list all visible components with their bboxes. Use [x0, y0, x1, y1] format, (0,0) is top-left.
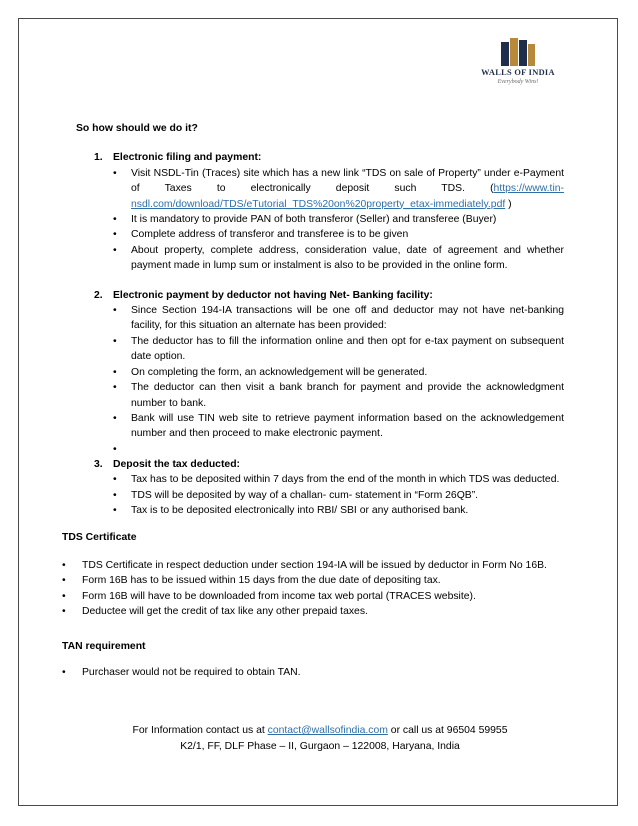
- bullet-icon: •: [113, 382, 117, 394]
- tan-heading: TAN requirement: [62, 641, 146, 653]
- list-item: • TDS will be deposited by way of a challan- cum- statement in “Form 26QB”.: [113, 488, 564, 503]
- document-body: [62, 121, 564, 680]
- list-item: • Purchaser would not be required to obtain TAN.: [62, 665, 564, 680]
- list-item: • Visit NSDL-Tin (Traces) site which has a new link “TDS on sale of Property” under e-Payment of Taxes to electronically deposit such TDS. (https://www.tin-nsdl.com/download/TDS/eTutorial_TDS%20on%20property_etax-immediately.pdf ): [113, 167, 564, 210]
- bullet-icon: •: [113, 214, 117, 226]
- step-2: [94, 288, 564, 303]
- logo-brand: WALLS OF INDIA: [481, 68, 555, 77]
- bullet-icon: •: [113, 443, 117, 455]
- bullet-icon: •: [113, 305, 117, 317]
- contact-line: For Information contact us at contact@wallsofindia.com or call us at 96504 59955: [132, 725, 508, 736]
- nsdl-link[interactable]: https://www.tin-nsdl.com/download/TDS/eTutorial_TDS%20on%20property_etax-immediately.pdf: [131, 183, 564, 210]
- step-title: Electronic filing and payment:: [113, 152, 262, 164]
- list-item: • Form 16B has to be issued within 15 days from the due date of depositing tax.: [62, 573, 564, 588]
- step-number: 2.: [94, 289, 103, 301]
- bullet-icon: •: [113, 412, 117, 424]
- bullet-icon: •: [113, 244, 117, 256]
- list-item: • Deductee will get the credit of tax like any other prepaid taxes.: [62, 604, 564, 619]
- bullet-icon: •: [62, 575, 66, 587]
- list-item: • The deductor has to fill the information online and then opt for e-tax payment on subsequent date option.: [113, 335, 564, 363]
- bullet-icon: •: [113, 167, 117, 179]
- address-line: K2/1, FF, DLF Phase – II, Gurgaon – 122008, Haryana, India: [180, 741, 460, 752]
- bullet-icon: •: [62, 559, 66, 571]
- step-number: 1.: [94, 152, 103, 164]
- list-item: • The deductor can then visit a bank branch for payment and provide the acknowledgment number to bank.: [113, 382, 564, 409]
- step-title: Electronic payment by deductor not having Net- Banking facility:: [113, 289, 433, 301]
- tds-certificate-heading: TDS Certificate: [62, 532, 137, 544]
- list-item: • On completing the form, an acknowledgement will be generated.: [113, 365, 564, 380]
- bullet-icon: •: [62, 605, 66, 617]
- step-title: Deposit the tax deducted:: [113, 458, 241, 470]
- list-item: • Form 16B will have to be downloaded from income tax web portal (TRACES website).: [62, 589, 564, 604]
- list-item: • It is mandatory to provide PAN of both transferor (Seller) and transferee (Buyer): [113, 212, 564, 227]
- page-footer: [76, 723, 564, 755]
- bullet-icon: •: [113, 366, 117, 378]
- step-number: 3.: [94, 458, 103, 470]
- list-item-empty: [113, 442, 564, 457]
- email-link[interactable]: contact@wallsofindia.com: [267, 725, 388, 736]
- list-item: • Tax has to be deposited within 7 days from the end of the month in which TDS was deducted.: [113, 472, 564, 487]
- logo-tagline: Everybody Wins!: [497, 79, 539, 85]
- logo-mark-icon: [500, 38, 536, 66]
- bullet-icon: •: [113, 504, 117, 516]
- bullet-icon: •: [113, 474, 117, 486]
- list-item: • Bank will use TIN web site to retrieve payment information based on the acknowledgement number and then proceed to make electronic payment.: [113, 412, 564, 440]
- list-item: • Since Section 194-IA transactions will be one off and deductor may not have net-banking facility, for this situation an alternate has been provided:: [113, 305, 564, 332]
- bullet-icon: •: [113, 229, 117, 241]
- bullet-icon: •: [62, 590, 66, 602]
- list-item: • Complete address of transferor and transferee is to be given: [113, 227, 564, 242]
- step-3: [94, 457, 564, 472]
- list-item: • About property, complete address, consideration value, date of agreement and whether payment made in lump sum or instalment is also to be provided in the online form.: [113, 244, 564, 272]
- bullet-icon: •: [113, 489, 117, 501]
- list-item: • Tax is to be deposited electronically into RBI/ SBI or any authorised bank.: [113, 503, 564, 518]
- bullet-icon: •: [113, 335, 117, 347]
- bullet-icon: •: [62, 666, 66, 678]
- walls-of-india-logo: [478, 38, 558, 98]
- intro-heading: So how should we do it?: [76, 123, 198, 134]
- step-1: [94, 150, 564, 165]
- list-item: • TDS Certificate in respect deduction under section 194-IA will be issued by deductor in Form No 16B.: [62, 558, 564, 573]
